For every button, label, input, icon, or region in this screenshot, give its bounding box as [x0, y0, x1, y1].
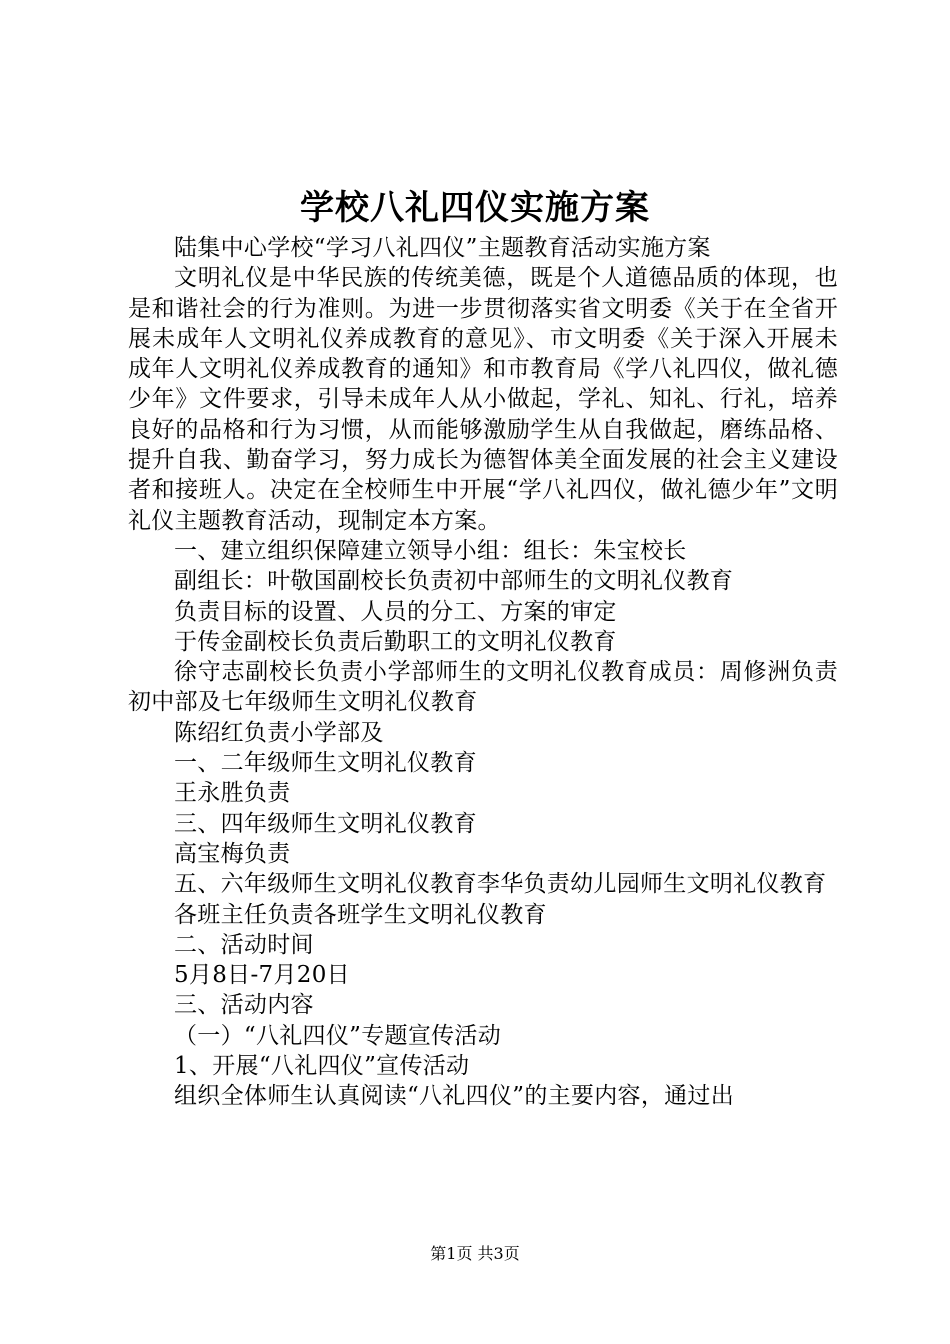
paragraph: 陆集中心学校“学习八礼四仪”主题教育活动实施方案 — [174, 235, 711, 261]
paragraph: 于传金副校长负责后勤职工的文明礼仪教育 — [174, 628, 617, 655]
paragraph: 陈绍红负责小学部及 — [174, 719, 384, 746]
paragraph: 负责目标的设置、人员的分工、方案的审定 — [174, 598, 617, 625]
paragraph: （一）“八礼四仪”专题宣传活动 — [174, 1022, 502, 1049]
page-number-footer: 第1页 共3页 — [430, 1244, 520, 1263]
paragraph: 组织全体师生认真阅读“八礼四仪”的主要内容，通过出 — [174, 1083, 735, 1110]
document-body — [128, 233, 838, 1112]
paragraph: 高宝梅负责 — [174, 840, 291, 867]
paragraph: 二、活动时间 — [174, 931, 314, 958]
paragraph: 三、活动内容 — [174, 992, 314, 1019]
document-title: 学校八礼四仪实施方案 — [300, 188, 650, 228]
paragraph: 一、二年级师生文明礼仪教育 — [174, 750, 477, 777]
paragraph: 各班主任负责各班学生文明礼仪教育 — [174, 901, 547, 928]
paragraph: 5月8日-7月20日 — [174, 962, 350, 989]
paragraph: 文明礼仪是中华民族的传统美德，既是个人道德品质的体现，也是和谐社会的行为准则。为进一步贯彻落实省文明委《关于在全省开展未成年人文明礼仪养成教育的意见》、市文明委《关于深入开展未成年人文明礼仪养成教育的通知》和市教育局《学八礼四仪，做礼德少年》文件要求，引导未成年人从小做起，学礼、知礼、行礼，培养良好的品格和行为习惯，从而能够激励学生从自我做起，磨练品格、提升自我、勤奋学习，努力成长为德智体美全面发展的社会主义建设者和接班人。决定在全校师生中开展“学八礼四仪，做礼德少年”文明礼仪主题教育活动，现制定本方案。 — [128, 265, 838, 534]
paragraph: 副组长：叶敬国副校长负责初中部师生的文明礼仪教育 — [174, 568, 734, 595]
paragraph: 一、建立组织保障建立领导小组：组长：朱宝校长 — [174, 537, 687, 564]
paragraph: 徐守志副校长负责小学部师生的文明礼仪教育成员：周修洲负责初中部及七年级师生文明礼仪教育 — [128, 659, 838, 716]
paragraph: 王永胜负责 — [174, 780, 291, 807]
paragraph: 三、四年级师生文明礼仪教育 — [174, 810, 477, 837]
paragraph: 1、开展“八礼四仪”宣传活动 — [174, 1053, 470, 1080]
paragraph: 五、六年级师生文明礼仪教育李华负责幼儿园师生文明礼仪教育 — [174, 871, 827, 898]
